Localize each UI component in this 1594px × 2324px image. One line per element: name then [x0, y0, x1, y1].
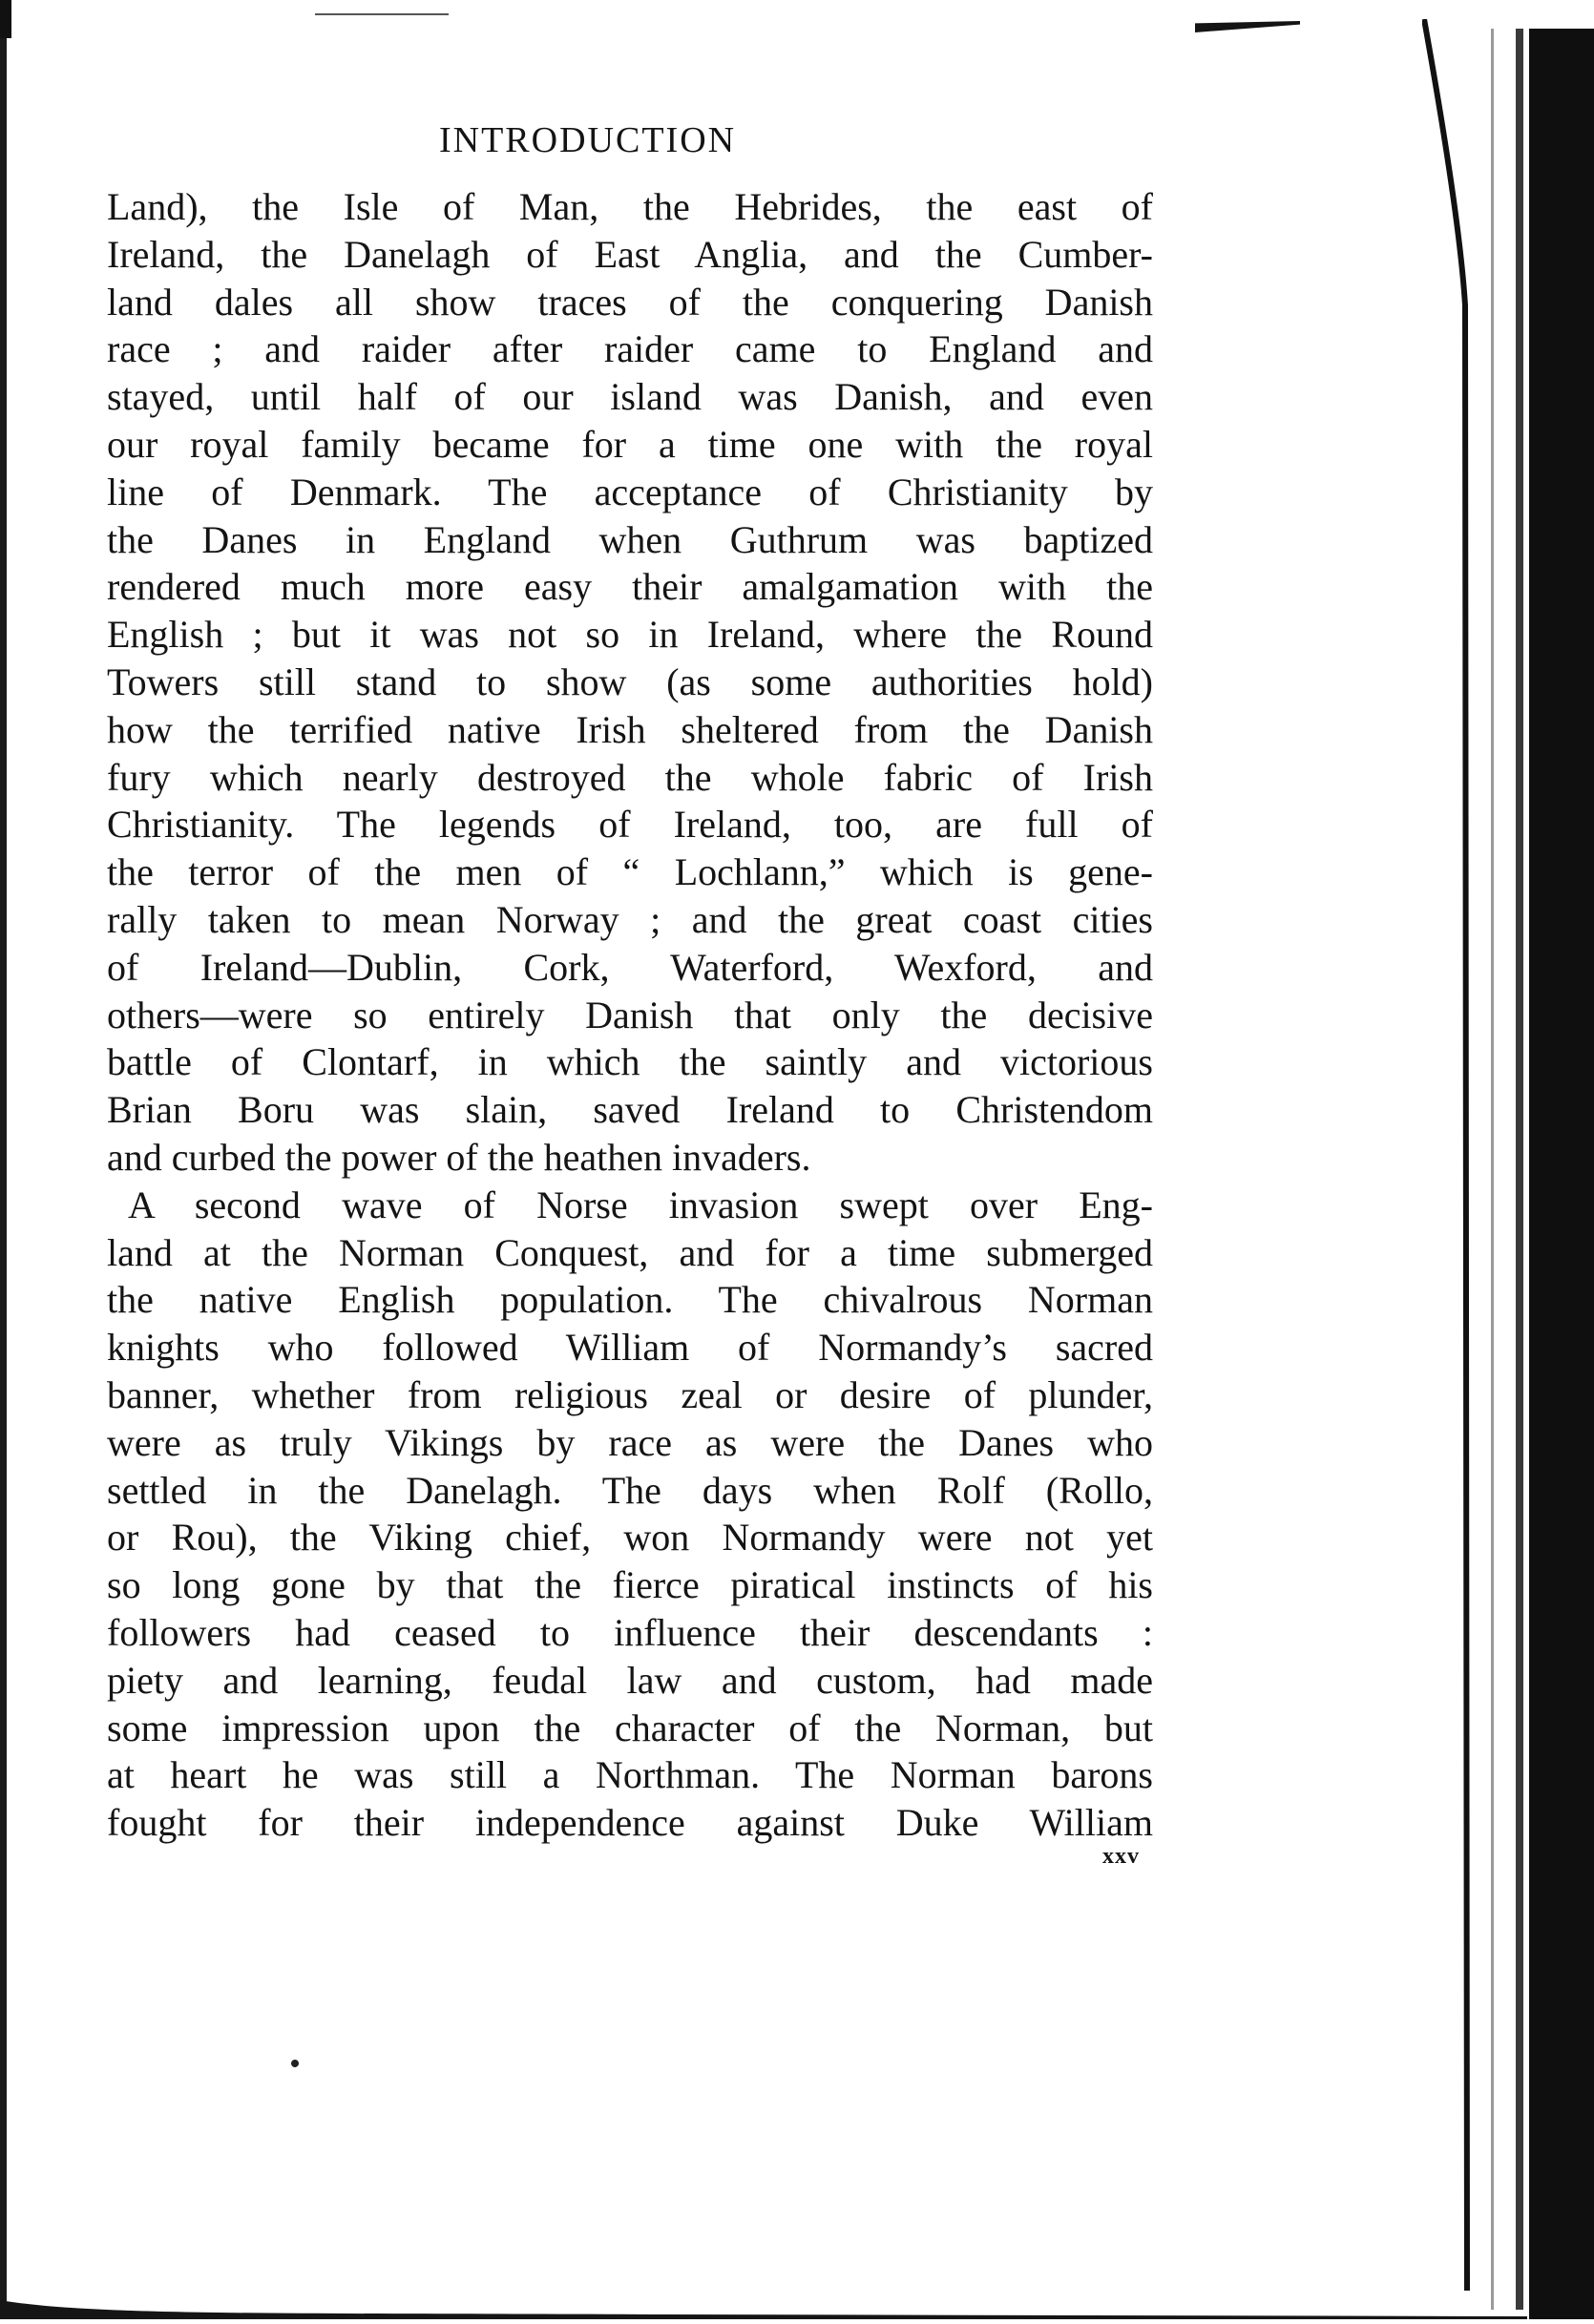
- top-right-scan-mark: [1195, 21, 1300, 32]
- text-line: English ; but it was not so in Ireland, where the Round: [107, 613, 1153, 657]
- text-line: banner, whether from religious zeal or desire of plunder,: [107, 1372, 1153, 1416]
- text-line: land dales all show traces of the conquering Danish: [107, 280, 1153, 324]
- top-scan-rule: [315, 13, 449, 15]
- text-line: Ireland, the Danelagh of East Anglia, and the Cumber-: [107, 232, 1153, 276]
- right-scan-border: [1529, 29, 1594, 2319]
- text-line: and curbed the power of the heathen invaders.: [107, 1135, 811, 1179]
- text-line: line of Denmark. The acceptance of Christianity by: [107, 470, 1153, 513]
- text-line: some impression upon the character of the Norman, but: [107, 1706, 1153, 1749]
- text-line: at heart he was still a Northman. The Norman barons: [107, 1753, 1153, 1797]
- text-line: rendered much more easy their amalgamation with the: [107, 565, 1153, 609]
- text-line: followers had ceased to influence their descendants :: [107, 1610, 1153, 1654]
- text-line: A second wave of Norse invasion swept over Eng-: [128, 1183, 1153, 1226]
- text-line: knights who followed William of Normandy’s sacred: [107, 1326, 1153, 1370]
- left-scan-notch: [0, 0, 11, 38]
- text-line: race ; and raider after raider came to England and: [107, 327, 1153, 371]
- text-line: the terror of the men of “ Lochlann,” which is gene-: [107, 850, 1153, 894]
- text-line: Brian Boru was slain, saved Ireland to Christendom: [107, 1088, 1153, 1132]
- text-line: so long gone by that the fierce piratical instincts of his: [107, 1563, 1153, 1607]
- text-line: were as truly Vikings by race as were the Danes who: [107, 1420, 1153, 1464]
- text-line: the Danes in England when Guthrum was baptized: [107, 517, 1153, 561]
- text-line: fury which nearly destroyed the whole fabric of Irish: [107, 755, 1153, 799]
- text-line: settled in the Danelagh. The days when Rolf (Rollo,: [107, 1468, 1153, 1512]
- text-line: others—were so entirely Danish that only the decisive: [107, 993, 1153, 1036]
- text-line: land at the Norman Conquest, and for a time submerged: [107, 1230, 1153, 1274]
- text-line: the native English population. The chivalrous Norman: [107, 1278, 1153, 1322]
- ink-speck: [290, 2059, 301, 2069]
- page-number: xxv: [1102, 1844, 1140, 1869]
- body-text: [107, 183, 1153, 1847]
- right-page-edge-line: [1491, 29, 1494, 2310]
- text-line: rally taken to mean Norway ; and the great coast cities: [107, 897, 1153, 941]
- text-line: of Ireland—Dublin, Cork, Waterford, Wexford, and: [107, 945, 1153, 989]
- bottom-scan-edge: [0, 2295, 1527, 2319]
- book-spine-curve: [1422, 19, 1470, 2291]
- text-line: battle of Clontarf, in which the saintly and victorious: [107, 1040, 1153, 1084]
- text-line: Land), the Isle of Man, the Hebrides, the east of: [107, 185, 1153, 228]
- text-line: piety and learning, feudal law and custom, had made: [107, 1658, 1153, 1702]
- text-line: Christianity. The legends of Ireland, too, are full of: [107, 803, 1153, 847]
- left-scan-edge: [0, 0, 7, 2319]
- right-page-edge-shadow: [1516, 29, 1523, 2310]
- text-line: how the terrified native Irish sheltered from the Danish: [107, 707, 1153, 751]
- text-line: stayed, until half of our island was Danish, and even: [107, 375, 1153, 419]
- text-line: fought for their independence against Duke William: [107, 1801, 1153, 1845]
- running-title: INTRODUCTION: [439, 120, 737, 160]
- text-line: or Rou), the Viking chief, won Normandy were not yet: [107, 1516, 1153, 1560]
- text-line: Towers still stand to show (as some authorities hold): [107, 660, 1153, 703]
- text-line: our royal family became for a time one with the royal: [107, 422, 1153, 466]
